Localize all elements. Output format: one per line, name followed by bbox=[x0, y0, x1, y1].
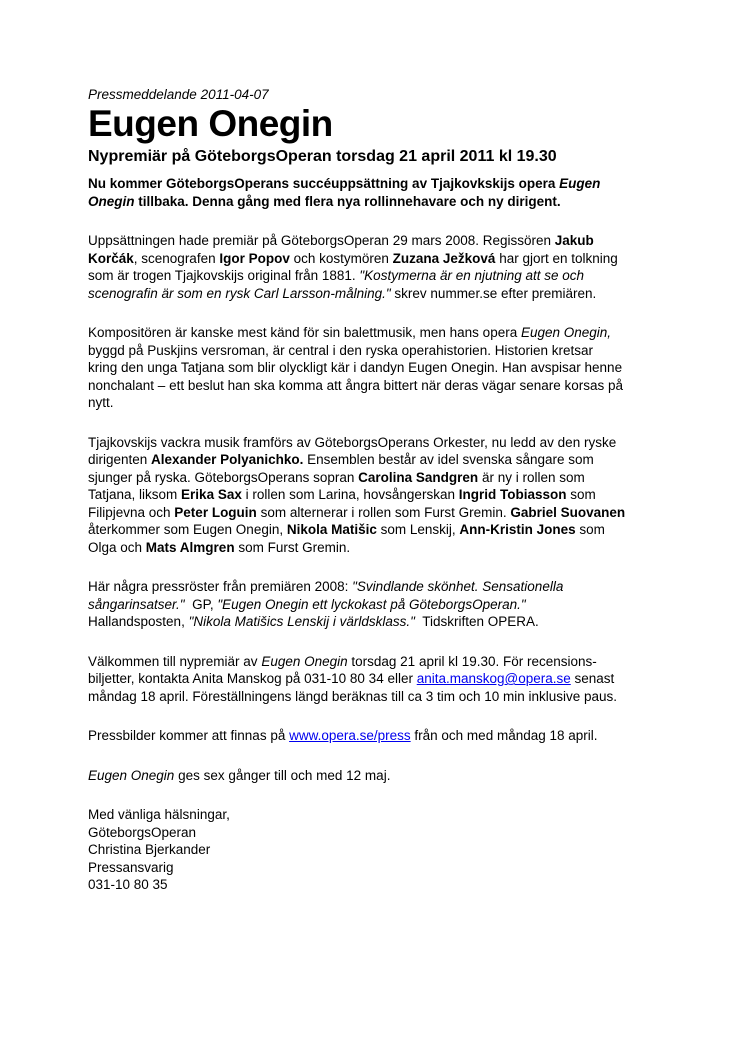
invitation-paragraph bbox=[88, 653, 670, 706]
text-run: som Furst Gremin. bbox=[234, 539, 351, 555]
text-run: Filipjevna och bbox=[88, 504, 175, 520]
cast-paragraph bbox=[88, 434, 670, 557]
text-run: Tatjana, liksom bbox=[88, 487, 182, 502]
text-run: från och med måndag 18 april. bbox=[410, 728, 598, 743]
text-run: Jakub bbox=[554, 233, 594, 248]
text-run: GP, bbox=[184, 596, 218, 612]
email-link[interactable]: anita.manskog@opera.se bbox=[416, 671, 571, 686]
text-run: tillbaka. Denna gång med flera nya rollinnehavare och ny dirigent. bbox=[134, 193, 561, 209]
text-run: Eugen bbox=[559, 176, 601, 191]
text-run: Ensemblen består av idel svenska sångare som bbox=[303, 452, 594, 467]
text-run: Ann-Kristin Jones bbox=[459, 522, 576, 537]
text-run: biljetter, kontakta Anita Manskog på 031-10 80 34 eller bbox=[88, 671, 417, 686]
opera-synopsis-paragraph bbox=[88, 324, 670, 412]
text-run: byggd på Puskjins versroman, är central i den ryska operahistorien. Historien kretsar bbox=[88, 342, 593, 358]
text-run: som Lenskij, bbox=[376, 522, 460, 537]
text-run: Korčák bbox=[88, 250, 134, 266]
text-run: måndag 18 april. Föreställningens längd beräknas till ca 3 tim och 10 min inklusive paus. bbox=[88, 688, 618, 704]
text-run: "Nikola Matišics Lenskij i världsklass." bbox=[188, 614, 415, 629]
text-run: sångarinsatser." bbox=[88, 596, 185, 612]
text-run: torsdag 21 april kl 19.30. För recensions- bbox=[347, 653, 597, 669]
text-run: Eugen Onegin, bbox=[520, 325, 612, 340]
text-run: Alexander Polyanichko. bbox=[151, 452, 304, 467]
text-run: Välkommen till nypremiär av bbox=[88, 653, 262, 669]
text-run: Eugen Onegin bbox=[261, 653, 348, 669]
signature-line: GöteborgsOperan bbox=[88, 824, 197, 840]
text-run: ges sex gånger till och med 12 maj. bbox=[174, 767, 391, 783]
signature-line: Pressansvarig bbox=[88, 859, 174, 875]
text-run: återkommer som Eugen Onegin, bbox=[88, 522, 287, 537]
text-run: Eugen Onegin bbox=[88, 767, 175, 783]
signature-block bbox=[88, 806, 666, 894]
text-run: är ny i rollen som bbox=[478, 469, 585, 485]
text-run: skrev nummer.se efter premiären. bbox=[390, 285, 597, 301]
text-run: Nu kommer GöteborgsOperans succéuppsättning av Tjajkovkskijs opera bbox=[88, 176, 560, 191]
press-release-date-line: Pressmeddelande 2011-04-07 bbox=[88, 87, 269, 102]
text-run: som alternerar i rollen som Furst Gremin. bbox=[256, 504, 511, 520]
text-run: Kompositören är kanske mest känd för sin balettmusik, men hans opera bbox=[88, 325, 521, 340]
text-run: senast bbox=[570, 671, 615, 686]
page-title: Eugen Onegin bbox=[88, 103, 333, 144]
press-images-link[interactable]: www.opera.se/press bbox=[289, 728, 411, 743]
text-run: Onegin bbox=[88, 193, 135, 209]
text-run: "Svindlande skönhet. Sensationella bbox=[352, 579, 564, 594]
text-run: nytt. bbox=[88, 395, 114, 410]
text-run: Gabriel Suovanen bbox=[510, 504, 626, 520]
text-run: Peter Loguin bbox=[174, 504, 257, 520]
signature-line: Med vänliga hälsningar, bbox=[88, 807, 230, 822]
text-run: som är trogen Tjajkovskijs original från 1881. bbox=[88, 268, 360, 283]
text-run: Uppsättningen hade premiär på GöteborgsOperan 29 mars 2008. Regissören bbox=[88, 233, 555, 248]
text-run: Tidskriften OPERA. bbox=[414, 614, 539, 629]
text-run: "Eugen Onegin ett lyckokast på GöteborgsOperan." bbox=[217, 596, 526, 612]
text-run: dirigenten bbox=[88, 452, 152, 467]
text-run: Olga och bbox=[88, 539, 146, 555]
text-run: Ingrid Tobiasson bbox=[458, 487, 567, 502]
text-run: Carolina Sandgren bbox=[358, 469, 479, 485]
press-quotes-paragraph bbox=[88, 578, 670, 631]
text-run: kring den unga Tatjana som blir olyckligt kär i dandyn Eugen Onegin. Han avspisar henne bbox=[88, 360, 623, 375]
text-run: Här några pressröster från premiären 2008: bbox=[88, 579, 353, 594]
performances-paragraph bbox=[88, 767, 670, 785]
text-run: Mats Almgren bbox=[145, 539, 235, 555]
text-run: Hallandsposten, bbox=[88, 614, 189, 629]
body-text bbox=[88, 175, 666, 784]
text-run: nonchalant – ett beslut han ska komma att ångra bittert när deras vägar senare korsas på bbox=[88, 377, 624, 393]
text-run: scenografin är som en rysk Carl Larsson-målning." bbox=[88, 285, 391, 301]
signature-line: 031-10 80 35 bbox=[88, 877, 168, 892]
press-images-paragraph bbox=[88, 727, 670, 745]
text-run: i rollen som Larina, hovsångerskan bbox=[241, 487, 459, 502]
lead-paragraph bbox=[88, 175, 670, 210]
text-run: Zuzana Ježková bbox=[392, 250, 496, 266]
subtitle: Nypremiär på GöteborgsOperan torsdag 21 april 2011 kl 19.30 bbox=[88, 148, 557, 165]
text-run: Pressbilder kommer att finnas på bbox=[88, 728, 290, 743]
text-run: och kostymören bbox=[289, 250, 393, 266]
premiere-history-paragraph bbox=[88, 232, 670, 302]
text-run: som bbox=[566, 487, 596, 502]
text-run: "Kostymerna är en njutning att se och bbox=[359, 268, 585, 283]
text-run: , scenografen bbox=[133, 250, 220, 266]
text-run: Tjajkovskijs vackra musik framförs av GöteborgsOperans Orkester, nu ledd av den ryske bbox=[88, 434, 617, 450]
text-run: sjunger på ryska. GöteborgsOperans sopran bbox=[88, 469, 359, 485]
signature-line: Christina Bjerkander bbox=[88, 842, 211, 857]
text-run: som bbox=[575, 522, 605, 537]
text-run: Erika Sax bbox=[181, 487, 242, 502]
text-run: har gjort en tolkning bbox=[495, 250, 618, 266]
text-run: Nikola Matišic bbox=[286, 522, 377, 537]
text-run: Igor Popov bbox=[219, 250, 290, 266]
